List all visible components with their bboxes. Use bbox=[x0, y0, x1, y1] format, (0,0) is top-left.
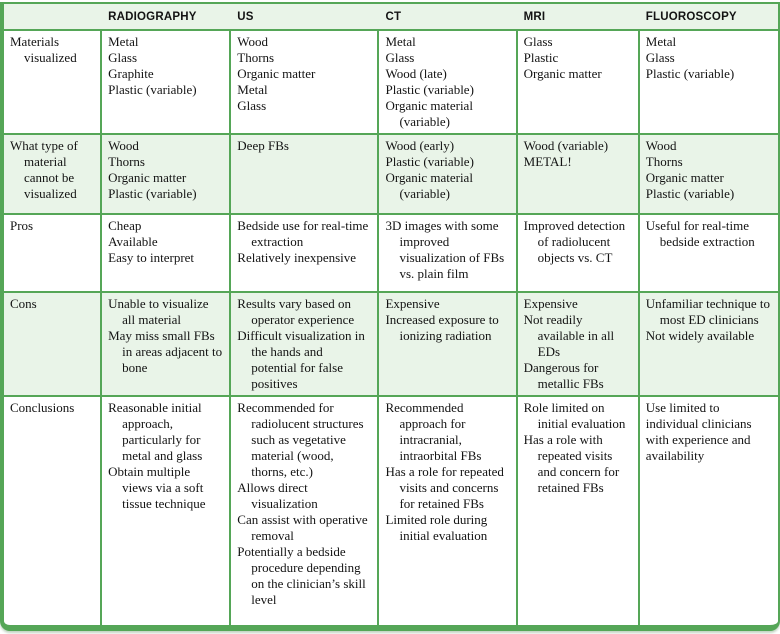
row-label bbox=[4, 292, 101, 396]
cell-item: Reasonable initial approach, particularly for metal and glass bbox=[108, 400, 203, 463]
cell-item: Organic matter bbox=[237, 66, 316, 81]
cell-item: Organic material (variable) bbox=[385, 170, 473, 201]
data-cell bbox=[639, 134, 778, 214]
cell-item: Results vary based on operator experience bbox=[237, 296, 355, 327]
data-cell bbox=[517, 396, 639, 628]
cell-item: Can assist with operative removal bbox=[237, 512, 368, 543]
cell-item: Useful for real-time bedside extraction bbox=[645, 218, 755, 249]
data-cell bbox=[517, 214, 639, 292]
cell-item: Dangerous for metallic FBs bbox=[523, 360, 604, 391]
column-header-ct: CT bbox=[378, 4, 516, 30]
data-cell bbox=[101, 396, 230, 628]
cell-item: Glass bbox=[645, 50, 675, 65]
cell-item: May miss small FBs in areas adjacent to bone bbox=[108, 328, 223, 375]
cell-item: Not widely available bbox=[645, 328, 755, 343]
column-header-radiography: RADIOGRAPHY bbox=[101, 4, 230, 30]
data-cell bbox=[517, 134, 639, 214]
data-cell bbox=[230, 214, 378, 292]
cell-item: 3D images with some improved visualization of FBs vs. plain film bbox=[385, 218, 505, 281]
cell-item: Plastic (variable) bbox=[385, 154, 474, 169]
cell-item: Plastic bbox=[523, 50, 559, 65]
cell-item: Not readily available in all EDs bbox=[523, 312, 615, 359]
data-cell bbox=[101, 134, 230, 214]
cell-item: Glass bbox=[108, 50, 138, 65]
data-cell bbox=[378, 30, 516, 134]
table-header bbox=[4, 4, 778, 30]
cell-item: Wood bbox=[645, 138, 677, 153]
cell-item: Wood bbox=[108, 138, 139, 153]
row-label bbox=[4, 30, 101, 134]
column-header-us: US bbox=[230, 4, 378, 30]
cell-item: Bedside use for real-time extraction bbox=[237, 218, 369, 249]
cell-item: Cheap bbox=[108, 218, 142, 233]
cell-item: Organic matter bbox=[645, 170, 724, 185]
cell-item: Plastic (variable) bbox=[645, 186, 735, 201]
cell-item: Plastic (variable) bbox=[108, 82, 197, 97]
cell-item: Use limited to individual clinicians with experience and availability bbox=[645, 400, 752, 463]
cell-item: Expensive bbox=[523, 296, 578, 311]
cell-item: Has a role with repeated visits and concern for retained FBs bbox=[523, 432, 620, 495]
row-label bbox=[4, 396, 101, 628]
table-row bbox=[4, 292, 778, 396]
row-label bbox=[4, 134, 101, 214]
cell-item: Allows direct visualization bbox=[237, 480, 318, 511]
cell-item: Improved detection of radiolucent objects vs. CT bbox=[523, 218, 626, 265]
cell-item: Thorns bbox=[645, 154, 683, 169]
cell-item: Wood (early) bbox=[385, 138, 455, 153]
row-label-text: What type of material cannot be visualized bbox=[10, 138, 78, 201]
cell-item: Recommended for radiolucent structures such as vegetative material (wood, thorns, etc.) bbox=[237, 400, 364, 479]
cell-item: Easy to interpret bbox=[108, 250, 195, 265]
data-cell bbox=[230, 396, 378, 628]
data-cell bbox=[378, 134, 516, 214]
cell-item: Graphite bbox=[108, 66, 154, 81]
table-row bbox=[4, 30, 778, 134]
row-label-text: Conclusions bbox=[10, 400, 75, 415]
cell-item: Role limited on initial evaluation bbox=[523, 400, 626, 431]
row-label-text: Cons bbox=[10, 296, 37, 311]
data-cell bbox=[517, 30, 639, 134]
cell-item: Glass bbox=[385, 50, 415, 65]
cell-item: Recommended approach for intracranial, intraorbital FBs bbox=[385, 400, 482, 463]
cell-item: Plastic (variable) bbox=[385, 82, 474, 97]
table-row bbox=[4, 134, 778, 214]
cell-item: Increased exposure to ionizing radiation bbox=[385, 312, 499, 343]
cell-item: Metal bbox=[108, 34, 139, 49]
cell-item: Plastic (variable) bbox=[645, 66, 735, 81]
data-cell bbox=[230, 30, 378, 134]
data-cell bbox=[101, 292, 230, 396]
column-header-fluoroscopy: FLUOROSCOPY bbox=[639, 4, 778, 30]
data-cell bbox=[639, 214, 778, 292]
cell-item: Has a role for repeated visits and concerns for retained FBs bbox=[385, 464, 504, 511]
cell-item: Wood (variable) bbox=[523, 138, 609, 153]
cell-item: Organic matter bbox=[523, 66, 602, 81]
cell-item: Deep FBs bbox=[237, 138, 289, 153]
cell-item: Plastic (variable) bbox=[108, 186, 197, 201]
cell-item: Obtain multiple views via a soft tissue technique bbox=[108, 464, 206, 511]
row-label-text: Pros bbox=[10, 218, 34, 233]
table-row bbox=[4, 214, 778, 292]
cell-item: Relatively inexpensive bbox=[237, 250, 357, 265]
data-cell bbox=[101, 30, 230, 134]
cell-item: Thorns bbox=[237, 50, 275, 65]
cell-item: Unable to visualize all material bbox=[108, 296, 209, 327]
cell-item: Available bbox=[108, 234, 158, 249]
data-cell bbox=[230, 134, 378, 214]
data-cell bbox=[101, 214, 230, 292]
table-frame bbox=[0, 2, 780, 631]
data-cell bbox=[517, 292, 639, 396]
data-cell bbox=[378, 396, 516, 628]
cell-item: Wood bbox=[237, 34, 269, 49]
data-cell bbox=[639, 30, 778, 134]
cell-item: Metal bbox=[645, 34, 677, 49]
cell-item: Organic matter bbox=[108, 170, 187, 185]
cell-item: Difficult visualization in the hands and potential for false positives bbox=[237, 328, 365, 391]
data-cell bbox=[378, 214, 516, 292]
cell-item: Metal bbox=[385, 34, 416, 49]
data-cell bbox=[378, 292, 516, 396]
cell-item: Wood (late) bbox=[385, 66, 447, 81]
cell-item: Unfamiliar technique to most ED clinicians bbox=[645, 296, 770, 327]
header-row bbox=[4, 4, 778, 30]
column-header-mri: MRI bbox=[517, 4, 639, 30]
cell-item: Glass bbox=[237, 98, 267, 113]
cell-item: Glass bbox=[523, 34, 553, 49]
cell-item: Thorns bbox=[108, 154, 145, 169]
cell-item: Limited role during initial evaluation bbox=[385, 512, 488, 543]
cell-item: METAL! bbox=[523, 154, 572, 169]
data-cell bbox=[639, 292, 778, 396]
data-cell bbox=[230, 292, 378, 396]
row-label bbox=[4, 214, 101, 292]
cell-item: Metal bbox=[237, 82, 268, 97]
cell-item: Organic material (variable) bbox=[385, 98, 473, 129]
data-cell bbox=[639, 396, 778, 628]
row-label-text: Materials visualized bbox=[10, 34, 77, 65]
row-label-header bbox=[4, 4, 101, 30]
cell-item: Expensive bbox=[385, 296, 440, 311]
table-row bbox=[4, 396, 778, 628]
imaging-modality-comparison-table bbox=[4, 4, 778, 628]
table-body bbox=[4, 30, 778, 628]
cell-item: Potentially a bedside procedure depending on the clinician’s skill level bbox=[237, 544, 366, 607]
